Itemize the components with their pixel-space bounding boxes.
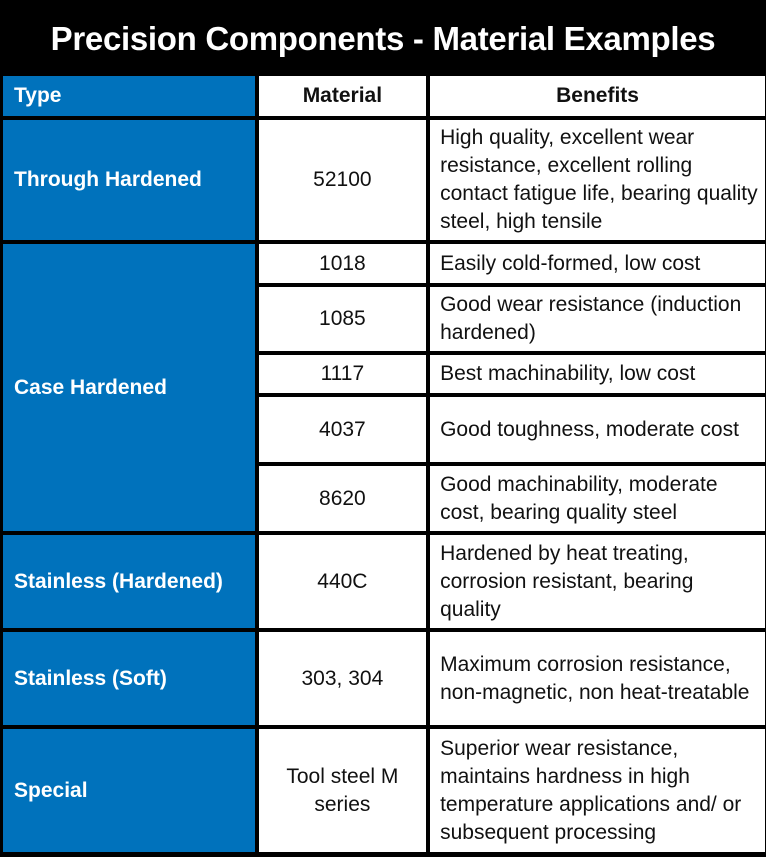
material-cell [259,729,426,852]
material-cell: 1085 [259,287,426,351]
material-cell: 1018 [259,244,426,283]
benefits-cell: Good toughness, moderate cost [430,397,765,462]
type-cell: Case Hardened [3,244,255,531]
table-row [3,729,765,852]
type-cell: Stainless (Soft) [3,632,255,725]
benefits-cell: Good machinability, moderate cost, bearing quality steel [430,466,765,531]
materials-table [0,72,766,856]
table-row [3,535,765,628]
page-title: Precision Components - Material Examples [50,20,716,57]
table-row [3,120,765,240]
material-cell: 303, 304 [259,632,426,725]
benefits-cell: Best machinability, low cost [430,355,765,393]
benefits-cell: Superior wear resistance, maintains hardness in high temperature applications and/ or subsequent processing [430,729,765,852]
benefits-cell: High quality, excellent wear resistance, excellent rolling contact fatigue life, bearing quality steel, high tensile [430,120,765,240]
table-row [3,244,765,283]
header-benefits: Benefits [430,76,765,116]
material-cell: 4037 [259,397,426,462]
benefits-cell: Hardened by heat treating, corrosion resistant, bearing quality [430,535,765,628]
material-cell: 52100 [259,120,426,240]
type-cell: Special [3,729,255,852]
material-cell: 1117 [259,355,426,393]
table-row [3,632,765,725]
benefits-cell: Maximum corrosion resistance, non-magnetic, non heat-treatable [430,632,765,725]
type-cell: Through Hardened [3,120,255,240]
material-cell: 440C [259,535,426,628]
benefits-cell: Good wear resistance (induction hardened) [430,287,765,351]
material-cell: 8620 [259,466,426,531]
table-header-row [3,76,765,116]
material-text: Tool steel M series [286,764,399,816]
header-material: Material [259,76,426,116]
type-cell: Stainless (Hardened) [3,535,255,628]
benefits-cell: Easily cold-formed, low cost [430,244,765,283]
header-type: Type [3,76,255,116]
